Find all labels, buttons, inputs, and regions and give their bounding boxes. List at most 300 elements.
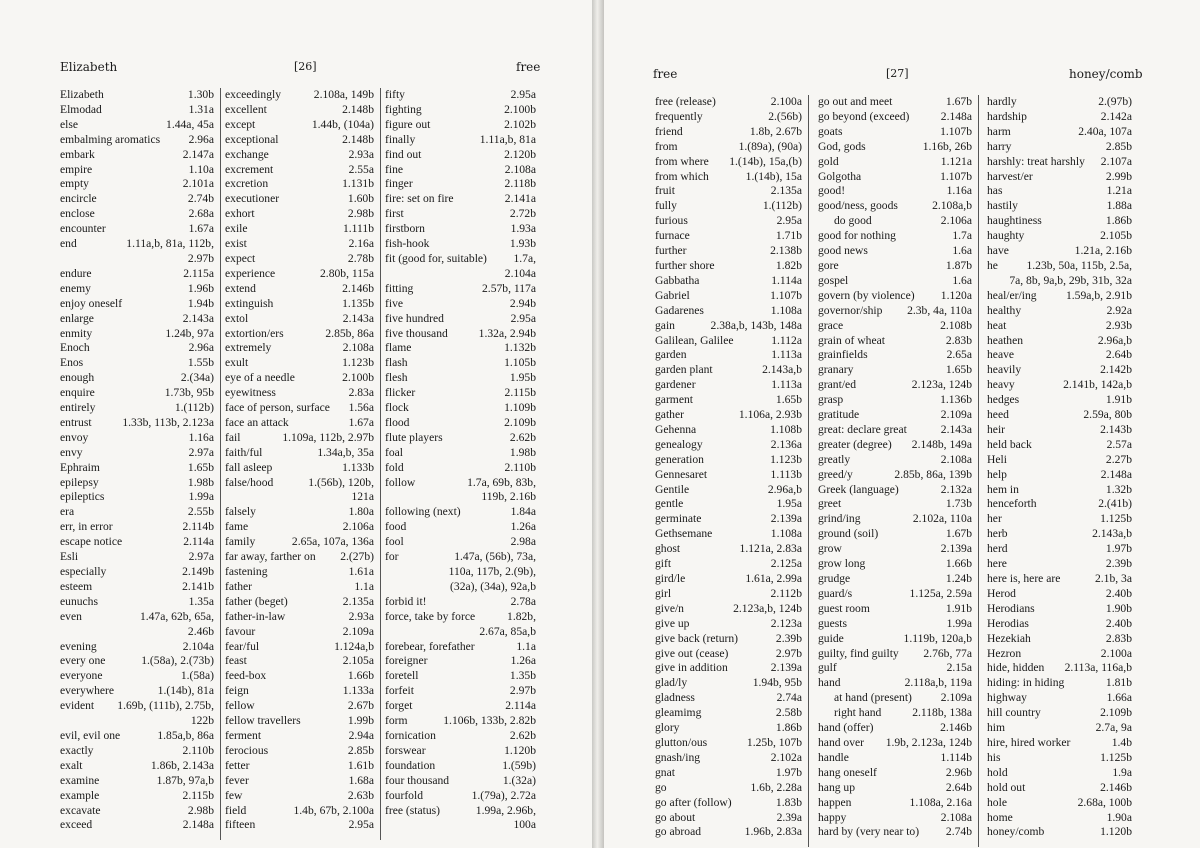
index-entry: [818, 423, 972, 438]
index-reference: 2.62b: [509, 728, 536, 742]
index-term: fine: [385, 162, 404, 176]
index-term: Herodians: [987, 601, 1035, 615]
index-reference: 1.91b: [1105, 393, 1132, 407]
index-reference: 2.102a, 110a: [912, 512, 972, 526]
index-term: following (next): [385, 505, 461, 519]
index-reference: 2.143a,b: [762, 363, 802, 377]
index-term: gift: [655, 557, 672, 571]
index-entry: [987, 229, 1132, 244]
index-term: endure: [60, 266, 92, 280]
index-entry: [60, 341, 214, 356]
index-term: Esli: [60, 550, 79, 564]
index-term: happy: [818, 810, 847, 824]
index-entry: [225, 684, 374, 699]
index-entry: [60, 505, 214, 520]
index-entry: [987, 348, 1132, 363]
index-entry: [225, 550, 374, 565]
index-entry: [655, 468, 802, 483]
index-term: Golgotha: [818, 169, 862, 183]
index-entry: [385, 133, 536, 148]
index-term: foretell: [385, 669, 419, 683]
index-entry: [225, 759, 374, 774]
index-term: furnace: [655, 229, 690, 243]
index-entry: [987, 110, 1132, 125]
index-reference: 2.125a: [770, 557, 802, 571]
index-reference: 2.57b, 117a: [482, 281, 536, 295]
index-reference: 1.121a, 2.83a: [739, 542, 802, 556]
index-entry: [987, 617, 1132, 632]
index-reference: 2.114b: [182, 520, 214, 534]
index-reference: 2.94b: [509, 296, 536, 310]
index-term: greatly: [818, 452, 851, 466]
index-entry: [60, 520, 214, 535]
index-term: grant/ed: [818, 378, 856, 392]
index-term: Enoch: [60, 341, 90, 355]
index-reference: 1.9a: [1112, 765, 1132, 779]
index-reference: 2.97b: [509, 684, 536, 698]
index-term: furious: [655, 214, 688, 228]
index-term: grow: [818, 542, 842, 556]
index-entry: [225, 774, 374, 789]
index-term: give back (return): [655, 631, 739, 645]
index-reference: 2.123a, 124b: [911, 378, 972, 392]
index-reference: 1.96b, 2.83a: [744, 825, 802, 839]
index-term: example: [60, 788, 100, 802]
index-reference: 1.114b: [940, 750, 972, 764]
index-reference: 2.143a: [182, 311, 214, 325]
index-term: five thousand: [385, 326, 448, 340]
index-reference: 2.143a,b: [1092, 527, 1132, 541]
index-term: gardener: [655, 378, 696, 392]
index-entry: [655, 811, 802, 826]
index-term: go beyond (exceed): [818, 109, 910, 123]
index-entry: [385, 610, 536, 625]
index-entry: [385, 446, 536, 461]
index-entry: [385, 192, 536, 207]
index-term: hole: [987, 795, 1007, 809]
index-term: form: [385, 714, 408, 728]
index-term: encounter: [60, 222, 106, 236]
index-entry: [60, 163, 214, 178]
index-term: falsely: [225, 505, 256, 519]
index-entry: [225, 341, 374, 356]
index-reference: 1.123b: [342, 356, 374, 370]
index-term: herb: [987, 527, 1008, 541]
index-entry: [225, 446, 374, 461]
index-term: great: declare great: [818, 422, 907, 436]
index-term: enemy: [60, 281, 91, 295]
index-term: fighting: [385, 102, 422, 116]
index-term: hard by (very near to): [818, 825, 920, 839]
index-term: fail: [225, 430, 241, 444]
index-entry: [385, 505, 536, 520]
index-reference: 1.132b: [504, 341, 536, 355]
index-term: fit (good for, suitable): [385, 251, 487, 265]
index-term: flesh: [385, 371, 408, 385]
index-entry: [60, 327, 214, 342]
index-entry: [987, 140, 1132, 155]
index-term: Greek (language): [818, 482, 899, 496]
index-reference: 2.110b: [182, 743, 214, 757]
index-term: epileptics: [60, 490, 105, 504]
index-entry: [818, 140, 972, 155]
index-term: greed/y: [818, 467, 853, 481]
index-term: gnash/ing: [655, 750, 701, 764]
index-term: greet: [818, 497, 842, 511]
index-reference: 2.118a,b, 119a: [904, 676, 972, 690]
index-entry: [385, 327, 536, 342]
index-term: Gabriel: [655, 288, 690, 302]
index-term: genealogy: [655, 437, 703, 451]
index-term: ghost: [655, 542, 681, 556]
index-term: hastily: [987, 199, 1018, 213]
index-reference: 1.87b, 97a,b: [156, 773, 214, 787]
index-entry: [225, 610, 374, 625]
index-term: fold: [385, 460, 404, 474]
index-reference: 1.61a: [348, 565, 374, 578]
index-term: healthy: [987, 303, 1022, 317]
index-entry: [60, 744, 214, 759]
index-entry: [385, 341, 536, 356]
index-reference: 2.85b, 86a: [325, 326, 374, 340]
index-entry-continuation: [385, 490, 536, 505]
index-reference: 1.67a: [348, 415, 374, 429]
index-entry: [385, 88, 536, 103]
index-entry: [655, 766, 802, 781]
index-reference: 2.104a: [504, 266, 536, 280]
index-entry: [60, 565, 214, 580]
index-reference: 2.113a, 116a,b: [1064, 661, 1132, 675]
index-term: exult: [225, 356, 249, 370]
index-entry: [655, 155, 802, 170]
index-entry: [987, 95, 1132, 110]
index-reference: 2.108a: [940, 452, 972, 466]
index-reference: 2.97b: [187, 251, 214, 265]
index-reference: 1.109b: [504, 401, 536, 415]
index-entry: [225, 461, 374, 476]
index-entry: [655, 140, 802, 155]
index-entry: [987, 319, 1132, 334]
index-term: heave: [987, 348, 1015, 362]
index-term: envy: [60, 445, 83, 459]
index-entry: [818, 527, 972, 542]
index-reference: 2.(27b): [340, 550, 374, 564]
index-entry: [225, 565, 374, 580]
index-reference: 2.39b: [1105, 557, 1132, 571]
index-reference: 1.7a: [952, 229, 972, 243]
index-term: go: [655, 780, 667, 794]
index-term: from which: [655, 169, 709, 183]
index-term: grudge: [818, 572, 851, 585]
index-entry: [818, 393, 972, 408]
index-term: field: [225, 803, 247, 817]
index-term: force, take by force: [385, 609, 476, 623]
index-term: fear/ful: [225, 639, 260, 653]
index-reference: 2.(56b): [768, 109, 802, 123]
index-term: exactly: [60, 743, 94, 757]
index-term: exalt: [60, 758, 83, 772]
index-entry: [655, 572, 802, 587]
index-term: eye of a needle: [225, 371, 295, 385]
index-entry: [818, 766, 972, 781]
index-term: have: [987, 244, 1009, 258]
index-entry: [60, 222, 214, 237]
index-reference: 2.95a: [776, 214, 802, 228]
index-reference: 1.56a: [348, 401, 374, 415]
index-term: empty: [60, 177, 89, 191]
index-reference: 2.27b: [1105, 452, 1132, 466]
index-reference: 2.146b: [940, 721, 972, 735]
index-entry: [655, 438, 802, 453]
index-entry: [225, 88, 374, 103]
index-term: fever: [225, 773, 249, 787]
index-term: extinguish: [225, 296, 274, 310]
index-reference: 1.6a: [952, 244, 972, 258]
index-term: flash: [385, 356, 408, 370]
index-reference: 2.3b, 4a, 110a: [907, 303, 972, 317]
index-reference: 1.109a, 112b, 2.97b: [282, 430, 374, 444]
index-entry: [655, 199, 802, 214]
index-reference: 1.11a,b, 81a, 112b,: [126, 237, 214, 251]
index-entry: [225, 595, 374, 610]
index-entry: [818, 542, 972, 557]
index-entry: [225, 371, 374, 386]
index-term: fitting: [385, 281, 414, 295]
index-entry: [60, 476, 214, 491]
index-reference: 2.109b: [1100, 706, 1132, 720]
index-reference: 1.7a, 69b, 83b,: [467, 475, 536, 489]
index-entry: [655, 751, 802, 766]
index-entry: [60, 595, 214, 610]
index-reference: 1.67b: [945, 95, 972, 108]
index-reference: 2.136a: [770, 437, 802, 451]
index-term: goats: [818, 124, 843, 138]
index-reference: 1.96b: [187, 281, 214, 295]
index-term: fellow travellers: [225, 714, 301, 728]
index-entry: [987, 572, 1132, 587]
index-reference: 1.44a, 45a: [166, 117, 214, 131]
index-entry: [225, 177, 374, 192]
index-term: go out and meet: [818, 95, 893, 108]
index-term: foal: [385, 445, 404, 459]
index-reference: 2.98a: [510, 535, 536, 549]
index-entry: [818, 244, 972, 259]
index-entry: [225, 297, 374, 312]
index-entry: [655, 736, 802, 751]
index-reference: 2.(97b): [1098, 95, 1132, 108]
index-reference: 2.141a: [504, 192, 536, 206]
index-entry: [818, 304, 972, 319]
index-term: for: [385, 550, 399, 564]
index-entry: [385, 595, 536, 610]
index-entry: [987, 497, 1132, 512]
index-entry: [60, 818, 214, 833]
index-reference: 1.86b: [775, 721, 802, 735]
index-reference: 2.101a: [182, 177, 214, 191]
index-term: girl: [655, 586, 672, 600]
index-term: follow: [385, 475, 416, 489]
index-entry: [60, 804, 214, 819]
index-reference: 2.102b: [504, 117, 536, 131]
index-reference: (32a), (34a), 92a,b: [450, 579, 536, 593]
index-entry: [385, 103, 536, 118]
index-term: even: [60, 609, 82, 623]
index-reference: 2.100b: [504, 102, 536, 116]
index-entry: [987, 199, 1132, 214]
index-term: ferocious: [225, 743, 269, 757]
index-reference: 2.148b: [342, 132, 374, 146]
index-term: give up: [655, 616, 690, 630]
index-entry: [655, 557, 802, 572]
index-reference: 1.32a, 2.94b: [478, 326, 536, 340]
index-term: figure out: [385, 117, 431, 131]
index-reference: 110a, 117b, 2.(9b),: [448, 565, 536, 578]
index-reference: 1.125a, 2.59a: [909, 586, 972, 600]
index-reference: 2.147a: [182, 147, 214, 161]
index-reference: 2.148a: [940, 109, 972, 123]
index-reference: 2.94a: [348, 728, 374, 742]
index-entry: [818, 95, 972, 110]
index-entry: [225, 252, 374, 267]
index-term: favour: [225, 624, 256, 638]
index-term: garden: [655, 348, 687, 362]
index-term: hide, hidden: [987, 661, 1045, 675]
index-entry: [987, 632, 1132, 647]
index-term: family: [225, 535, 256, 549]
index-reference: 1.108b: [770, 422, 802, 436]
index-reference: 2.115a: [183, 266, 214, 280]
index-entry: [987, 259, 1132, 274]
index-term: good for nothing: [818, 229, 896, 243]
index-term: exceedingly: [225, 88, 282, 101]
index-reference: 1.4b, 67b, 2.100a: [293, 803, 374, 817]
index-reference: 2.110b: [504, 460, 536, 474]
index-reference: 2.67b: [347, 699, 374, 713]
index-term: held back: [987, 437, 1032, 451]
index-term: enmity: [60, 326, 93, 340]
index-entry: [655, 304, 802, 319]
index-term: garden plant: [655, 363, 713, 377]
index-reference: 1.25b, 107b: [746, 735, 802, 749]
index-term: from where: [655, 154, 709, 168]
index-reference: 2.118b: [504, 177, 536, 191]
index-reference: 2.65a: [946, 348, 972, 362]
index-reference: 2.100a: [770, 95, 802, 108]
index-reference: 2.(34a): [180, 371, 214, 385]
index-term: else: [60, 117, 79, 131]
index-entry: [655, 244, 802, 259]
index-entry-continuation: [60, 625, 214, 640]
index-entry: [818, 453, 972, 468]
left-page-column-2: [225, 88, 381, 840]
index-entry-continuation: [385, 267, 536, 282]
index-entry: [60, 654, 214, 669]
index-term: ground (soil): [818, 527, 879, 541]
index-term: highway: [987, 691, 1027, 705]
index-term: help: [987, 467, 1007, 481]
index-term: false/hood: [225, 475, 274, 489]
index-term: Gennesaret: [655, 467, 708, 481]
index-reference: 2.146b: [1100, 780, 1132, 794]
index-term: generation: [655, 452, 704, 466]
index-reference: 2.138b: [770, 244, 802, 258]
index-reference: 2.105a: [342, 654, 374, 668]
index-entry: [818, 617, 972, 632]
index-reference: 121a: [351, 490, 374, 504]
index-reference: 1.84a: [510, 505, 536, 519]
index-entry: [60, 535, 214, 550]
index-term: granary: [818, 363, 854, 377]
index-reference: 1.10a: [188, 162, 214, 176]
index-entry: [225, 729, 374, 744]
index-entry: [385, 535, 536, 550]
index-term: Gehenna: [655, 422, 697, 436]
index-term: food: [385, 520, 407, 534]
index-reference: 1.(112b): [174, 401, 214, 415]
index-term: further: [655, 244, 687, 258]
index-entry: [60, 88, 214, 103]
index-term: heavily: [987, 363, 1022, 377]
index-entry: [60, 297, 214, 312]
index-term: harvest/er: [987, 169, 1033, 183]
index-term: extol: [225, 311, 249, 325]
index-reference: 2.15a: [946, 661, 972, 675]
index-reference: 2.118b, 138a: [912, 706, 972, 720]
index-term: heavy: [987, 378, 1015, 392]
index-entry: [655, 661, 802, 676]
index-reference: 2.80b, 115a: [320, 266, 374, 280]
index-entry: [987, 334, 1132, 349]
index-reference: 2.108a: [940, 810, 972, 824]
index-term: executioner: [225, 192, 280, 206]
index-entry: [818, 334, 972, 349]
index-reference: 2.108a,b: [932, 199, 972, 213]
index-term: Gentile: [655, 482, 690, 496]
index-entry: [225, 401, 374, 416]
index-reference: 1.107b: [770, 288, 802, 302]
index-reference: 1.98b: [187, 475, 214, 489]
index-reference: 2.115b: [504, 386, 536, 400]
index-entry: [385, 297, 536, 312]
index-entry: [225, 789, 374, 804]
index-entry: [655, 125, 802, 140]
index-term: embark: [60, 147, 95, 161]
index-reference: 1.69b, (111b), 2.75b,: [117, 699, 214, 713]
index-term: hiding: in hiding: [987, 676, 1065, 690]
index-term: good news: [818, 244, 868, 258]
index-reference: 1.4b: [1111, 735, 1132, 749]
index-entry: [987, 423, 1132, 438]
index-term: hill country: [987, 706, 1041, 720]
index-reference: 1.67a: [188, 222, 214, 236]
index-term: frequently: [655, 109, 703, 123]
index-reference: 1.33b, 113b, 2.123a: [122, 415, 214, 429]
index-entry: [385, 729, 536, 744]
index-reference: 2.96a,b: [1097, 333, 1132, 347]
index-reference: 1.(58a): [180, 669, 214, 683]
index-term: evening: [60, 639, 97, 653]
index-term: right hand: [834, 706, 882, 720]
index-entry: [385, 699, 536, 714]
index-entry: [60, 401, 214, 416]
index-term: except: [225, 117, 256, 131]
index-term: govern (by violence): [818, 288, 915, 302]
index-term: fornication: [385, 728, 436, 742]
index-reference: 2.120b: [504, 147, 536, 161]
index-entry: [818, 781, 972, 796]
index-reference: 1.59a,b, 2.91b: [1065, 288, 1132, 302]
index-entry: [60, 610, 214, 625]
